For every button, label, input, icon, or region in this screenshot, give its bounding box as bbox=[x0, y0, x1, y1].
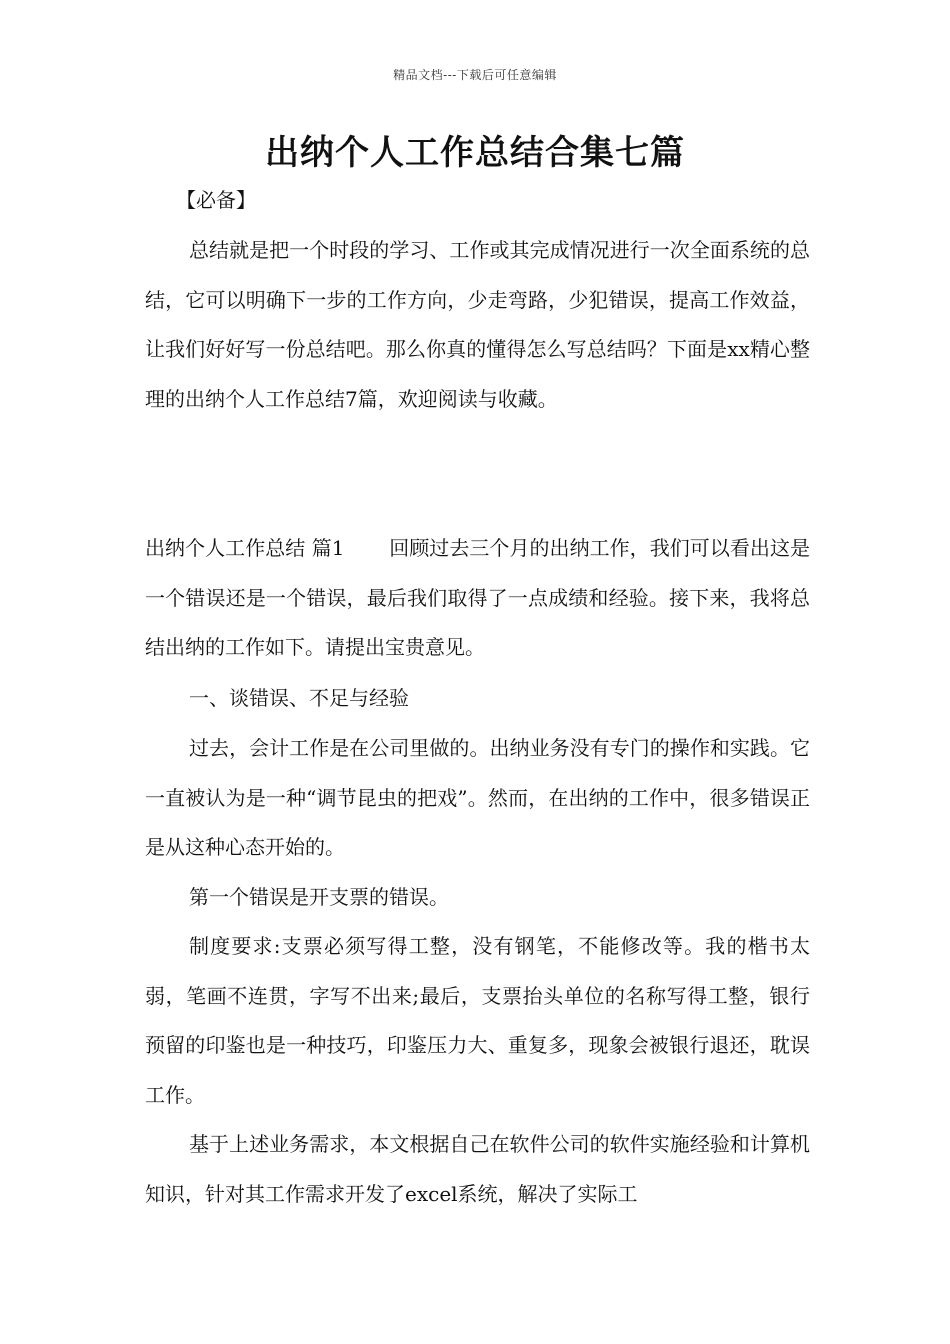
past-paragraph: 过去，会计工作是在公司里做的。出纳业务没有专门的操作和实践。它一直被认为是一种“调节昆虫的把戏”。然而，在出纳的工作中，很多错误正是从这种心态开始的。 bbox=[145, 736, 810, 859]
document-title: 出纳个人工作总结合集七篇 bbox=[265, 133, 685, 173]
base-paragraph: 基于上述业务需求，本文根据自己在软件公司的软件实施经验和计算机知识，针对其工作需求开发了excel系统，解决了实际工 bbox=[145, 1132, 810, 1206]
subheading-errors: 一、谈错误、不足与经验 bbox=[189, 686, 409, 710]
first-error-paragraph: 第一个错误是开支票的错误。 bbox=[189, 885, 449, 909]
section-gap bbox=[344, 536, 389, 560]
section-1-paragraph bbox=[145, 524, 810, 673]
tag-label: 【必备】 bbox=[176, 188, 256, 212]
section-1-text: 回顾过去三个月的出纳工作，我们可以看出这是一个错误还是一个错误，最后我们取得了一点成绩和经验。接下来，我将总结出纳的工作如下。请提出宝贵意见。 bbox=[145, 536, 810, 659]
section-1-heading: 出纳个人工作总结 篇1 bbox=[145, 536, 345, 560]
header-note: 精品文档---下载后可任意编辑 bbox=[393, 68, 557, 82]
intro-paragraph: 总结就是把一个时段的学习、工作或其完成情况进行一次全面系统的总结，它可以明确下一步的工作方向，少走弯路，少犯错误，提高工作效益，让我们好好写一份总结吧。那么你真的懂得怎么写总结吗？下面是xx精心整理的出纳个人工作总结7篇，欢迎阅读与收藏。 bbox=[145, 238, 810, 411]
rule-paragraph: 制度要求:支票必须写得工整，没有钢笔，不能修改等。我的楷书太弱，笔画不连贯，字写不出来;最后，支票抬头单位的名称写得工整，银行预留的印鉴也是一种技巧，印鉴压力大、重复多，现象会被银行退还，耽误工作。 bbox=[145, 934, 810, 1107]
